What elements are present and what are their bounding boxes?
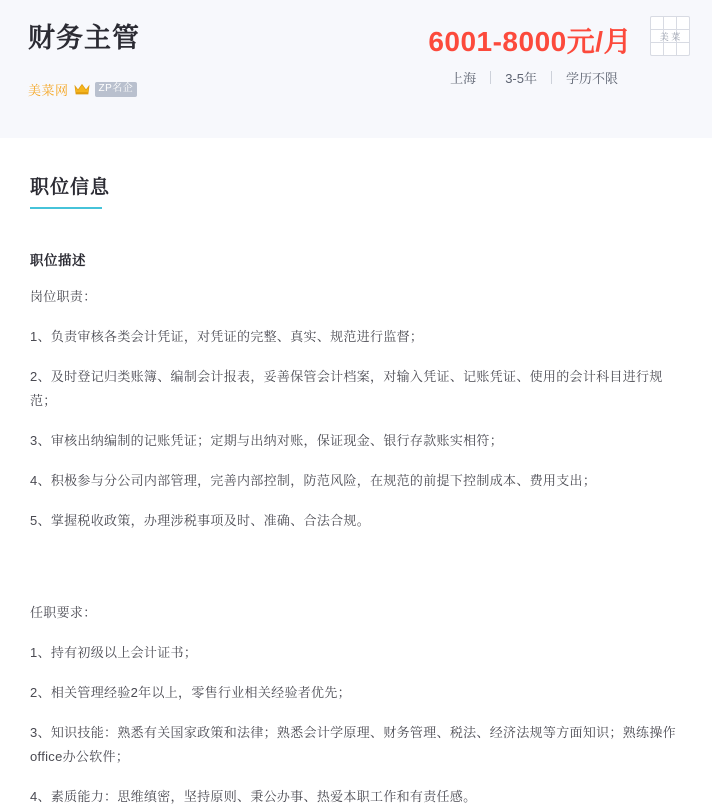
meta-location: 上海 bbox=[450, 71, 477, 86]
meta-education: 学历不限 bbox=[565, 71, 618, 86]
requirement-item: 3、知识技能：熟悉有关国家政策和法律；熟悉会计学原理、财务管理、税法、经济法规等方面知识；熟练操作office办公软件； bbox=[30, 725, 676, 764]
company-logo bbox=[650, 16, 690, 56]
requirement-item: 1、持有初级以上会计证书； bbox=[30, 645, 198, 660]
subsection-title-description: 职位描述 bbox=[30, 253, 86, 268]
requirement-item: 2、相关管理经验2年以上，零售行业相关经验者优先； bbox=[30, 685, 351, 700]
company-logo-text: 美 菜 bbox=[659, 31, 681, 42]
duty-item: 5、掌握税收政策，办理涉税事项及时、准确、合法合规。 bbox=[30, 513, 371, 528]
duty-item: 1、负责审核各类会计凭证，对凭证的完整、真实、规范进行监督； bbox=[30, 329, 424, 344]
crown-icon bbox=[74, 83, 90, 96]
page-title: 财务主管 bbox=[28, 23, 140, 53]
requirements-heading: 任职要求： bbox=[30, 605, 97, 620]
salary-text: 6001-8000元/月 bbox=[428, 26, 632, 57]
job-meta bbox=[436, 68, 632, 87]
job-header bbox=[0, 0, 712, 138]
status-badge: ZP名企 bbox=[95, 82, 138, 97]
spacer bbox=[30, 533, 682, 585]
company-name[interactable]: 美菜网 bbox=[28, 83, 69, 98]
duties-intro: 岗位职责： bbox=[30, 289, 97, 304]
requirement-item: 4、素质能力：思维缜密，坚持原则、秉公办事、热爱本职工作和有责任感。 bbox=[30, 789, 477, 804]
section-title-job-info: 职位信息 bbox=[30, 172, 110, 209]
meta-experience: 3-5年 bbox=[505, 71, 537, 86]
job-content bbox=[0, 138, 712, 809]
duty-item: 2、及时登记归类账簿、编制会计报表，妥善保管会计档案，对输入凭证、记账凭证、使用的会计科目进行规范； bbox=[30, 369, 663, 408]
duty-item: 4、积极参与分公司内部管理，完善内部控制，防范风险，在规范的前提下控制成本、费用支出； bbox=[30, 473, 597, 488]
duty-item: 3、审核出纳编制的记账凭证；定期与出纳对账，保证现金、银行存款账实相符； bbox=[30, 433, 504, 448]
